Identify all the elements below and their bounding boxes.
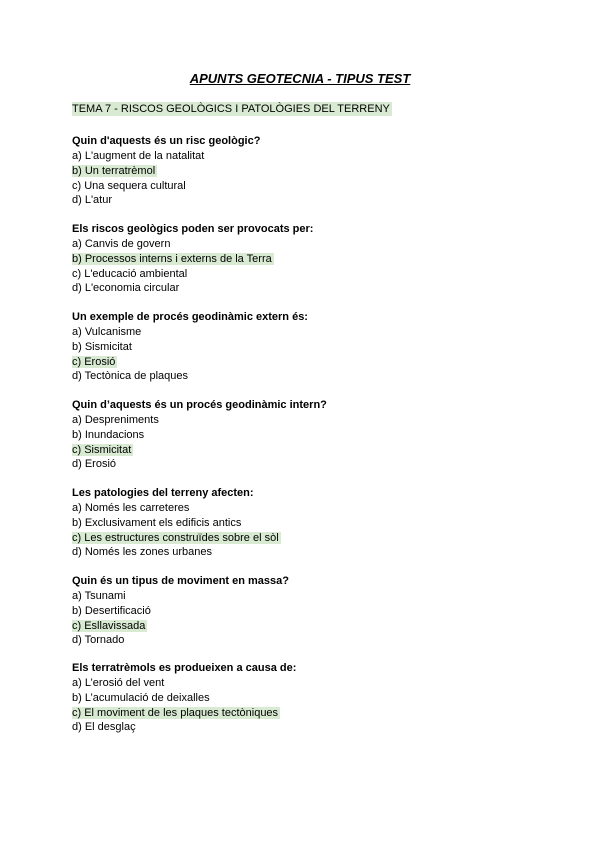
answer-option-label: a) Tsunami [72, 590, 126, 602]
answer-option-label: d) Només les zones urbanes [72, 546, 213, 559]
answer-option [72, 370, 532, 385]
answer-option-label: a) Vulcanisme [72, 326, 142, 338]
answer-option [72, 546, 532, 561]
answer-option [72, 282, 532, 297]
answer-option-label: a) L'augment de la natalitat [72, 150, 205, 162]
answer-option-label: b) Desertificació [72, 604, 151, 617]
answer-option-label: c) Una sequera cultural [72, 179, 186, 192]
answer-option [72, 692, 532, 707]
question-block [72, 222, 532, 297]
question-text: Quin és un tipus de moviment en massa? [72, 575, 289, 587]
correct-answer-option [72, 444, 532, 459]
question-text: Les patologies del terreny afecten: [72, 487, 254, 499]
answer-option [72, 414, 532, 429]
answer-option-label: d) L'economia circular [72, 282, 180, 295]
question-block [72, 310, 532, 385]
correct-answer-option [72, 165, 532, 180]
answer-option [72, 721, 532, 736]
answer-option-label: d) Tornado [72, 634, 125, 647]
answer-option [72, 326, 532, 341]
answer-option [72, 458, 532, 473]
answer-option-label: b) Processos interns i externs de la Terra [72, 252, 272, 265]
question-text: Els terratrèmols es produeixen a causa de: [72, 662, 297, 674]
answer-option-label: c) Esllavissada [72, 619, 146, 632]
answer-option [72, 194, 532, 209]
answer-option-label: c) Sismicitat [72, 443, 132, 456]
answer-option-label: d) Tectònica de plaques [72, 370, 188, 383]
answer-option-label: c) El moviment de les plaques tectòniques [72, 706, 279, 719]
question-text: Un exemple de procés geodinàmic extern és: [72, 311, 308, 323]
answer-option-label: b) Inundacions [72, 428, 145, 441]
answer-option [72, 180, 532, 195]
answer-option [72, 268, 532, 283]
correct-answer-option [72, 253, 532, 268]
answer-option-label: c) Erosió [72, 355, 116, 368]
correct-answer-option [72, 532, 532, 547]
question-block [72, 486, 532, 561]
answer-option [72, 429, 532, 444]
answer-option [72, 502, 532, 517]
answer-option-label: a) Només les carreteres [72, 502, 190, 514]
answer-option [72, 677, 532, 692]
answer-option-label: b) Exclusivament els edificis antics [72, 516, 242, 529]
question-text: Els riscos geològics poden ser provocats per: [72, 223, 314, 235]
answer-option-label: a) Canvis de govern [72, 238, 171, 250]
answer-option-label: d) L'atur [72, 194, 113, 207]
topic-heading: TEMA 7 - RISCOS GEOLÒGICS I PATOLÒGIES DEL TERRENY [72, 103, 390, 115]
question-block [72, 574, 532, 649]
answer-option [72, 634, 532, 649]
correct-answer-option [72, 356, 532, 371]
correct-answer-option [72, 620, 532, 635]
answer-option [72, 150, 532, 165]
answer-option [72, 590, 532, 605]
answer-option-label: a) Despreniments [72, 414, 159, 426]
answer-option-label: c) L'educació ambiental [72, 267, 188, 280]
answer-option-label: d) El desglaç [72, 721, 136, 734]
question-block [72, 398, 532, 473]
answer-option [72, 238, 532, 253]
answer-option [72, 341, 532, 356]
question-block [72, 661, 532, 736]
answer-option [72, 605, 532, 620]
answer-option-label: c) Les estructures construïdes sobre el sòl [72, 531, 279, 544]
question-text: Quin d'aquests és un risc geològic? [72, 135, 261, 147]
answer-option [72, 517, 532, 532]
correct-answer-option [72, 707, 532, 722]
answer-option-label: a) L’erosió del vent [72, 677, 165, 689]
answer-option-label: b) Un terratrèmol [72, 164, 156, 177]
answer-option-label: d) Erosió [72, 458, 117, 471]
question-block [72, 134, 532, 209]
answer-option-label: b) L’acumulació de deixalles [72, 691, 210, 704]
answer-option-label: b) Sismicitat [72, 340, 132, 353]
document-title: APUNTS GEOTECNIA - TIPUS TEST [189, 71, 411, 86]
question-text: Quin d’aquests és un procés geodinàmic intern? [72, 399, 327, 411]
